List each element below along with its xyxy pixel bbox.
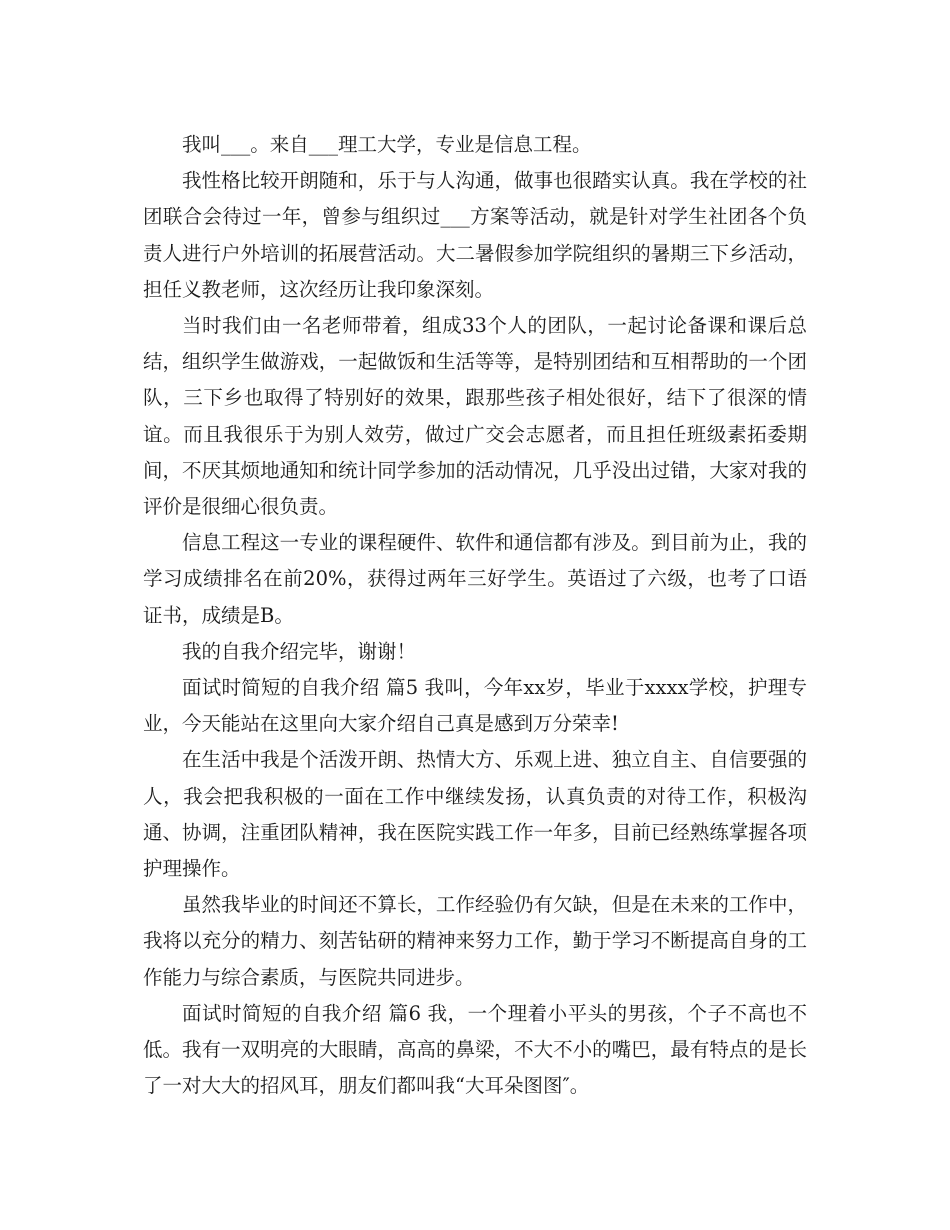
paragraph-team-experience: 当时我们由一名老师带着，组成33个人的团队，一起讨论备课和课后总结，组织学生做游戏，一起做饭和生活等等，是特别团结和互相帮助的一个团队，三下乡也取得了特别好的效果，跟那些孩子相处很好，结下了很深的情谊。而且我很乐于为别人效劳，做过广交会志愿者，而且担任班级素拓委期间，不厌其烦地通知和统计同学参加的活动情况，几乎没出过错，大家对我的评价是很细心很负责。 bbox=[143, 314, 807, 519]
document-page bbox=[143, 127, 807, 1104]
paragraph-section-5-life: 在生活中我是个活泼开朗、热情大方、乐观上进、独立自主、自信要强的人，我会把我积极的一面在工作中继续发扬，认真负责的对待工作，积极沟通、协调，注重团队精神，我在医院实践工作一年多，目前已经熟练掌握各项护理操作。 bbox=[143, 748, 807, 881]
paragraph-academics: 信息工程这一专业的课程硬件、软件和通信都有涉及。到目前为止，我的学习成绩排名在前20%，获得过两年三好学生。英语过了六级，也考了口语证书，成绩是B。 bbox=[143, 531, 807, 627]
paragraph-closing: 我的自我介绍完毕，谢谢！ bbox=[182, 639, 417, 663]
paragraph-section-5-intro: 面试时简短的自我介绍 篇5 我叫，今年xx岁，毕业于xxxx学校，护理专业，今天能站在这里向大家介绍自己真是感到万分荣幸! bbox=[143, 676, 807, 736]
paragraph-self-intro-name: 我叫___。来自___理工大学，专业是信息工程。 bbox=[182, 133, 592, 156]
paragraph-section-5-future: 虽然我毕业的时间还不算长，工作经验仍有欠缺，但是在未来的工作中，我将以充分的精力、刻苦钻研的精神来努力工作，勤于学习不断提高自身的工作能力与综合素质，与医院共同进步。 bbox=[143, 893, 807, 989]
paragraph-personality: 我性格比较开朗随和，乐于与人沟通，做事也很踏实认真。我在学校的社团联合会待过一年，曾参与组织过___方案等活动，就是针对学生社团各个负责人进行户外培训的拓展营活动。大二暑假参加学院组织的暑期三下乡活动，担任义教老师，这次经历让我印象深刻。 bbox=[143, 169, 807, 301]
paragraph-section-6-intro: 面试时简短的自我介绍 篇6 我，一个理着小平头的男孩，个子不高也不低。我有一双明亮的大眼睛，高高的鼻梁，不大不小的嘴巴，最有特点的是长了一对大大的招风耳，朋友们都叫我“大耳朵图图″。 bbox=[143, 1001, 807, 1098]
